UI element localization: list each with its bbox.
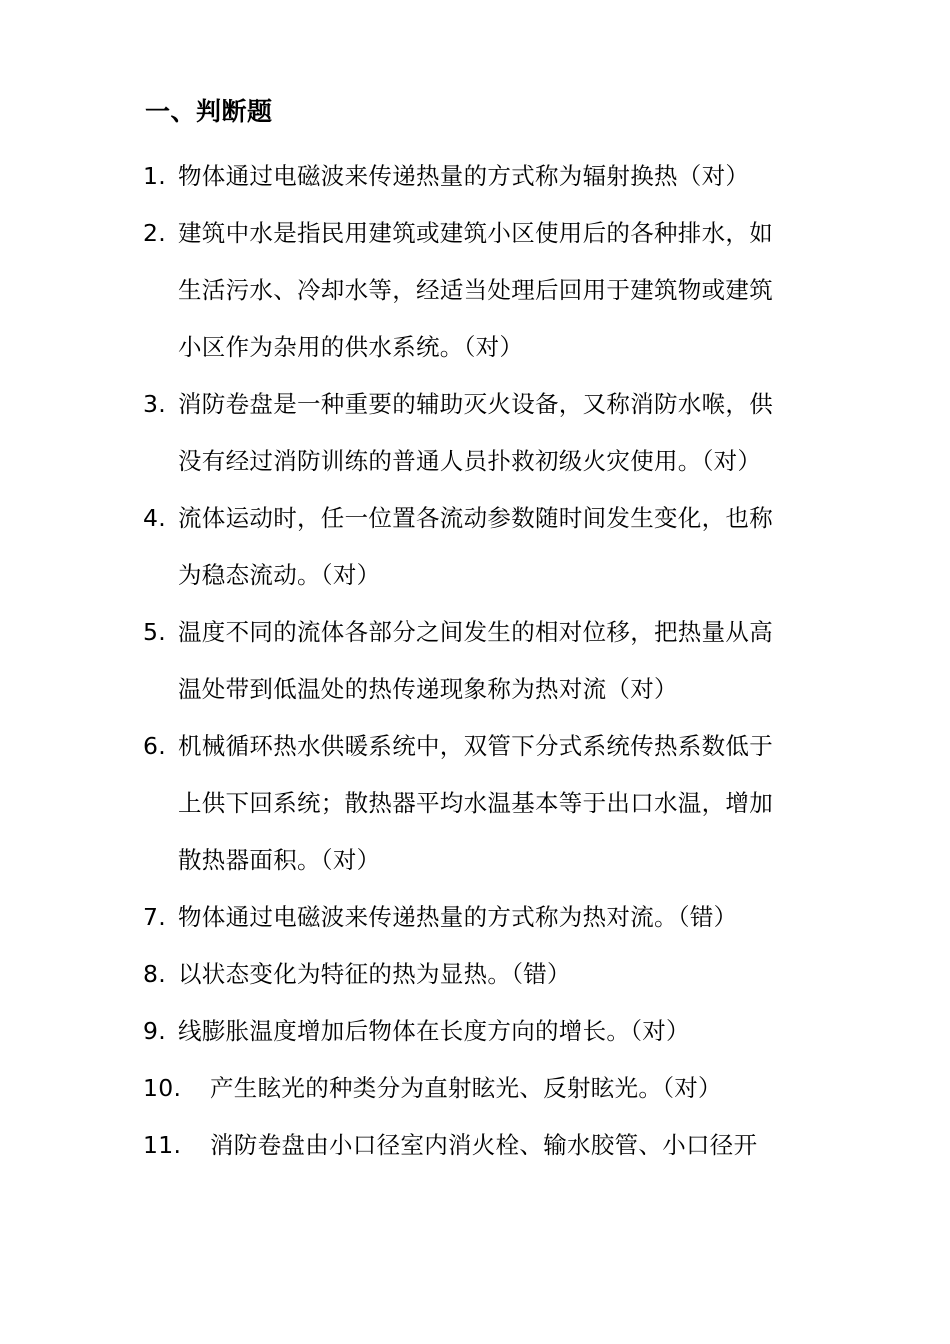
question-text-line: 机械循环热水供暖系统中，双管下分式系统传热系数低于 bbox=[178, 732, 773, 760]
question-item bbox=[143, 490, 823, 604]
question-text-line: 温度不同的流体各部分之间发生的相对位移，把热量从高 bbox=[178, 618, 773, 646]
question-text-line: 线膨胀温度增加后物体在长度方向的增长。（对） bbox=[178, 1017, 690, 1045]
question-item bbox=[143, 889, 823, 946]
question-item bbox=[143, 376, 823, 490]
question-text-line: 消防卷盘由小口径室内消火栓、输水胶管、小口径开 bbox=[210, 1131, 758, 1159]
question-item bbox=[143, 205, 823, 376]
question-number: 11. bbox=[143, 1131, 182, 1159]
question-text-line: 没有经过消防训练的普通人员扑救初级火灾使用。（对） bbox=[178, 447, 762, 475]
question-text-line: 物体通过电磁波来传递热量的方式称为辐射换热（对） bbox=[178, 162, 750, 190]
question-item bbox=[143, 148, 823, 205]
question-number: 3. bbox=[143, 390, 167, 418]
question-item bbox=[143, 604, 823, 718]
question-text-line: 流体运动时，任一位置各流动参数随时间发生变化，也称 bbox=[178, 504, 773, 532]
question-number: 8. bbox=[143, 960, 167, 988]
question-text-line: 上供下回系统；散热器平均水温基本等于出口水温，增加 bbox=[178, 789, 773, 817]
question-number: 2. bbox=[143, 219, 167, 247]
section-title: 一、判断题 bbox=[145, 97, 273, 126]
question-number: 6. bbox=[143, 732, 167, 760]
question-item bbox=[143, 718, 823, 889]
question-text-line: 建筑中水是指民用建筑或建筑小区使用后的各种排水，如 bbox=[178, 219, 773, 247]
question-item bbox=[143, 1060, 823, 1117]
question-text-line: 为稳态流动。（对） bbox=[178, 561, 381, 589]
question-number: 1. bbox=[143, 162, 167, 190]
question-text-line: 产生眩光的种类分为直射眩光、反射眩光。（对） bbox=[210, 1074, 722, 1102]
question-item bbox=[143, 1117, 823, 1174]
question-item bbox=[143, 1003, 823, 1060]
question-text-line: 物体通过电磁波来传递热量的方式称为热对流。（错） bbox=[178, 903, 738, 931]
question-number: 9. bbox=[143, 1017, 167, 1045]
question-number: 5. bbox=[143, 618, 167, 646]
question-text-line: 生活污水、冷却水等，经适当处理后回用于建筑物或建筑 bbox=[178, 276, 773, 304]
question-text-line: 消防卷盘是一种重要的辅助灭火设备，又称消防水喉，供 bbox=[178, 390, 773, 418]
question-number: 7. bbox=[143, 903, 167, 931]
question-number: 10. bbox=[143, 1074, 182, 1102]
question-text-line: 散热器面积。（对） bbox=[178, 846, 381, 874]
question-list bbox=[143, 148, 823, 1174]
question-text-line: 小区作为杂用的供水系统。（对） bbox=[178, 333, 524, 361]
question-item bbox=[143, 946, 823, 1003]
question-text-line: 温处带到低温处的热传递现象称为热对流（对） bbox=[178, 675, 678, 703]
question-number: 4. bbox=[143, 504, 167, 532]
question-text-line: 以状态变化为特征的热为显热。（错） bbox=[178, 960, 571, 988]
